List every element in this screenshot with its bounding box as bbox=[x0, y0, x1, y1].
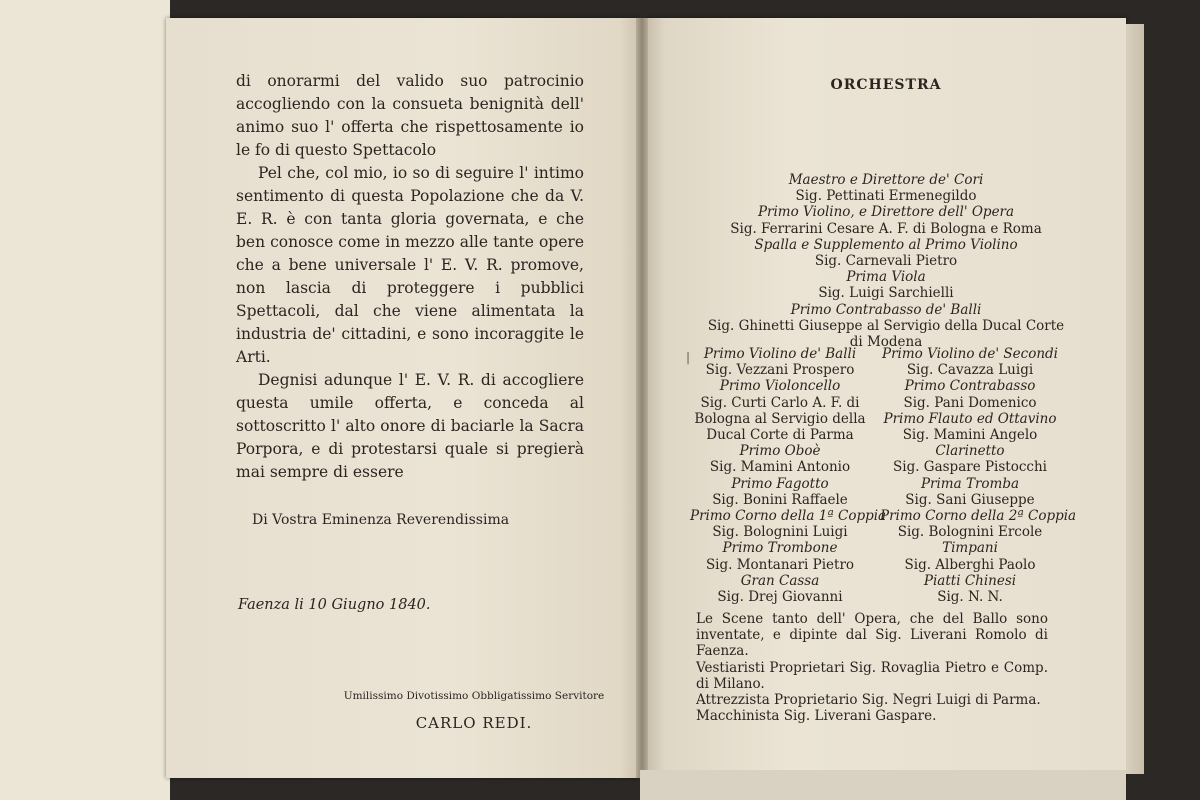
roster-left-column bbox=[690, 346, 887, 606]
roster-left-line: Primo Violino de' Balli bbox=[703, 346, 857, 362]
greeting-line: Di Vostra Eminenza Reverendissima bbox=[252, 512, 510, 528]
roster-right-line: Sig. Mamini Angelo bbox=[902, 427, 1038, 444]
background-page bbox=[0, 0, 170, 800]
roster-left-line: Sig. Vezzani Prospero bbox=[705, 362, 855, 379]
roster-line: di Modena bbox=[849, 334, 923, 351]
roster-line: Prima Viola bbox=[846, 269, 926, 286]
roster-right-line: Sig. Alberghi Paolo bbox=[904, 556, 1036, 573]
note-machinist: Macchinista Sig. Liverani Gaspare. bbox=[696, 708, 937, 725]
dateline: Faenza li 10 Giugno 1840. bbox=[238, 597, 431, 613]
roster-right-line: Primo Corno della 2ª Coppia bbox=[880, 508, 1077, 525]
orchestra-roster-top bbox=[686, 172, 1086, 350]
roster-right-line: Primo Contrabasso bbox=[904, 378, 1036, 395]
roster-left-line: Sig. Curti Carlo A. F. di bbox=[700, 394, 860, 411]
roster-line: Maestro e Direttore de' Cori bbox=[788, 172, 984, 188]
roster-line: Sig. Ghinetti Giuseppe al Servigio della Ducal Corte bbox=[707, 317, 1065, 334]
roster-right-line: Sig. N. N. bbox=[937, 589, 1003, 606]
note-props: Attrezzista Proprietario Sig. Negri Luigi di Parma. bbox=[696, 692, 1041, 709]
roster-right-line: Sig. Bolognini Ercole bbox=[897, 524, 1043, 541]
page-bottom-edge bbox=[640, 770, 1126, 800]
credits-notes bbox=[696, 611, 1048, 724]
dedication-text bbox=[236, 70, 584, 484]
roster-right-line: Sig. Sani Giuseppe bbox=[905, 491, 1035, 508]
roster-left-line: Sig. Bonini Raffaele bbox=[712, 491, 848, 508]
roster-right-line: Primo Flauto ed Ottavino bbox=[883, 410, 1057, 427]
roster-line: Sig. Carnevali Pietro bbox=[814, 253, 958, 270]
roster-left-line: Sig. Montanari Pietro bbox=[705, 556, 855, 573]
roster-right-line: Sig. Cavazza Luigi bbox=[906, 362, 1034, 379]
roster-right-line: Prima Tromba bbox=[920, 475, 1020, 492]
book-gutter bbox=[636, 18, 648, 778]
roster-right-line: Clarinetto bbox=[935, 443, 1005, 460]
roster-left-line: Sig. Drej Giovanni bbox=[717, 589, 843, 606]
roster-line: Spalla e Supplemento al Primo Violino bbox=[754, 236, 1018, 253]
signature: CARLO REDI. bbox=[415, 714, 533, 732]
roster-right-line: Timpani bbox=[942, 540, 998, 557]
servant-line: Umilissimo Divotissimo Obbligatissimo Servitore bbox=[343, 690, 605, 702]
roster-left-line: Primo Trombone bbox=[722, 540, 838, 557]
paragraph-2: Pel che, col mio, io so di seguire l' intimo sentimento di questa Popolazione che da V. E. R. è con tanta gloria governata, e che ben conosce come in mezzo alle tante opere che a bene universale l' E. V. R. promove, non lascia di proteggere i pubblici Spettacoli, dal che viene alimentata la industria de' cittadini, e sono incoraggite le Arti. bbox=[236, 164, 584, 366]
roster-right-line: Sig. Gaspare Pistocchi bbox=[893, 459, 1047, 476]
roster-right-column bbox=[880, 346, 1077, 606]
note-scenes: Le Scene tanto dell' Opera, che del Ballo sono inventate, e dipinte dal Sig. Liverani Romolo di Faenza. bbox=[696, 611, 1048, 660]
roster-line: Primo Contrabasso de' Balli bbox=[790, 301, 982, 318]
roster-left-line: Primo Violoncello bbox=[719, 378, 841, 395]
roster-right-line: Primo Violino de' Secondi bbox=[882, 346, 1058, 362]
roster-left-line: Primo Fagotto bbox=[731, 475, 829, 492]
roster-left-line: Gran Cassa bbox=[740, 572, 820, 589]
orchestra-title: ORCHESTRA bbox=[830, 77, 942, 93]
roster-line: Sig. Ferrarini Cesare A. F. di Bologna e Roma bbox=[730, 220, 1042, 237]
roster-left-line: Bologna al Servigio della bbox=[694, 410, 866, 427]
roster-right-line: Sig. Pani Domenico bbox=[903, 394, 1037, 411]
roster-left-line: Primo Corno della 1ª Coppia bbox=[690, 508, 887, 525]
paragraph-3: Degnisi adunque l' E. V. R. di accogliere questa umile offerta, e conceda al sottoscritto l' alto onore di baciarle la Sacra Porpora, e di protestarsi quale si pregierà mai sempre di essere bbox=[236, 371, 584, 481]
margin-mark: | bbox=[686, 350, 691, 364]
page-edge bbox=[1126, 24, 1144, 774]
roster-line: Sig. Pettinati Ermenegildo bbox=[795, 188, 977, 205]
roster-left-line: Ducal Corte di Parma bbox=[706, 427, 854, 444]
orchestra-roster-columns bbox=[690, 346, 1077, 606]
paragraph-1: di onorarmi del valido suo patrocinio accogliendo con la consueta benignità dell' animo suo l' offerta che rispettosamente io le fo di questo Spettacolo bbox=[236, 72, 584, 159]
roster-line: Primo Violino, e Direttore dell' Opera bbox=[757, 204, 1015, 221]
roster-left-line: Primo Oboè bbox=[739, 443, 821, 460]
roster-line: Sig. Luigi Sarchielli bbox=[818, 285, 954, 302]
note-costumes: Vestiaristi Proprietari Sig. Rovaglia Pietro e Comp. di Milano. bbox=[696, 659, 1048, 692]
roster-left-line: Sig. Bolognini Luigi bbox=[712, 524, 848, 541]
roster-right-line: Piatti Chinesi bbox=[923, 572, 1017, 589]
roster-left-line: Sig. Mamini Antonio bbox=[709, 459, 851, 476]
